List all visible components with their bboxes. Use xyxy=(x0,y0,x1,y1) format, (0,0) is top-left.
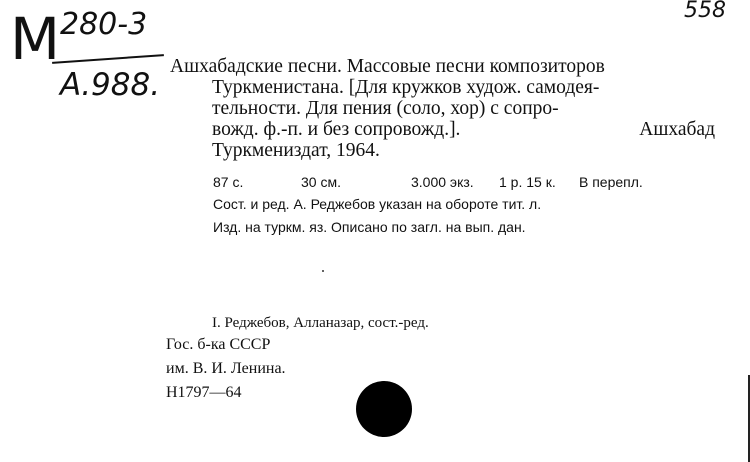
corner-mark: 558 xyxy=(684,0,726,23)
entry-heading: Ашхабадские песни. xyxy=(170,56,342,77)
shelfmark-bottom: А.988. xyxy=(60,67,161,103)
collation xyxy=(213,174,693,190)
holding-library xyxy=(166,333,286,405)
collation-row xyxy=(213,174,693,190)
entry-line-4 xyxy=(170,119,715,140)
entry-title-line: тельности. Для пения (соло, хор) с сопро- xyxy=(212,98,559,119)
shelfmark-top: 280-3 xyxy=(60,7,148,42)
added-entry: I. Реджебов, Алланазар, сост.-ред. xyxy=(212,315,429,331)
pages: 87 с. xyxy=(213,174,244,190)
notes xyxy=(213,193,541,239)
entry-title-line: вожд. ф.-п. и без сопровожд.]. xyxy=(212,119,461,140)
speck xyxy=(322,270,324,272)
imprint-publisher: Туркмениздат, 1964. xyxy=(212,140,380,161)
entry-line-1 xyxy=(170,56,715,77)
size: 30 см. xyxy=(301,174,341,190)
shelfmark-divider xyxy=(52,54,164,64)
holding-line: Гос. б-ка СССР xyxy=(166,336,271,353)
punch-hole xyxy=(356,381,412,437)
holding-line: им. В. И. Ленина. xyxy=(166,360,286,377)
note: Сост. и ред. А. Реджебов указан на обороте тит. л. xyxy=(213,196,542,212)
binding: В перепл. xyxy=(579,174,643,190)
note: Изд. на туркм. яз. Описано по загл. на вып. дан. xyxy=(213,219,526,235)
holding-line: Н1797—64 xyxy=(166,384,242,401)
entry-title-line: Туркменистана. [Для кружков худож. самодея- xyxy=(212,77,600,98)
imprint-place: Ашхабад xyxy=(639,119,715,140)
copies: 3.000 экз. xyxy=(411,174,474,190)
entry-title-line: Массовые песни композиторов xyxy=(346,56,605,77)
bibliographic-entry xyxy=(170,56,715,161)
shelfmark-prefix: М xyxy=(10,5,61,73)
price: 1 р. 15 к. xyxy=(499,174,556,190)
